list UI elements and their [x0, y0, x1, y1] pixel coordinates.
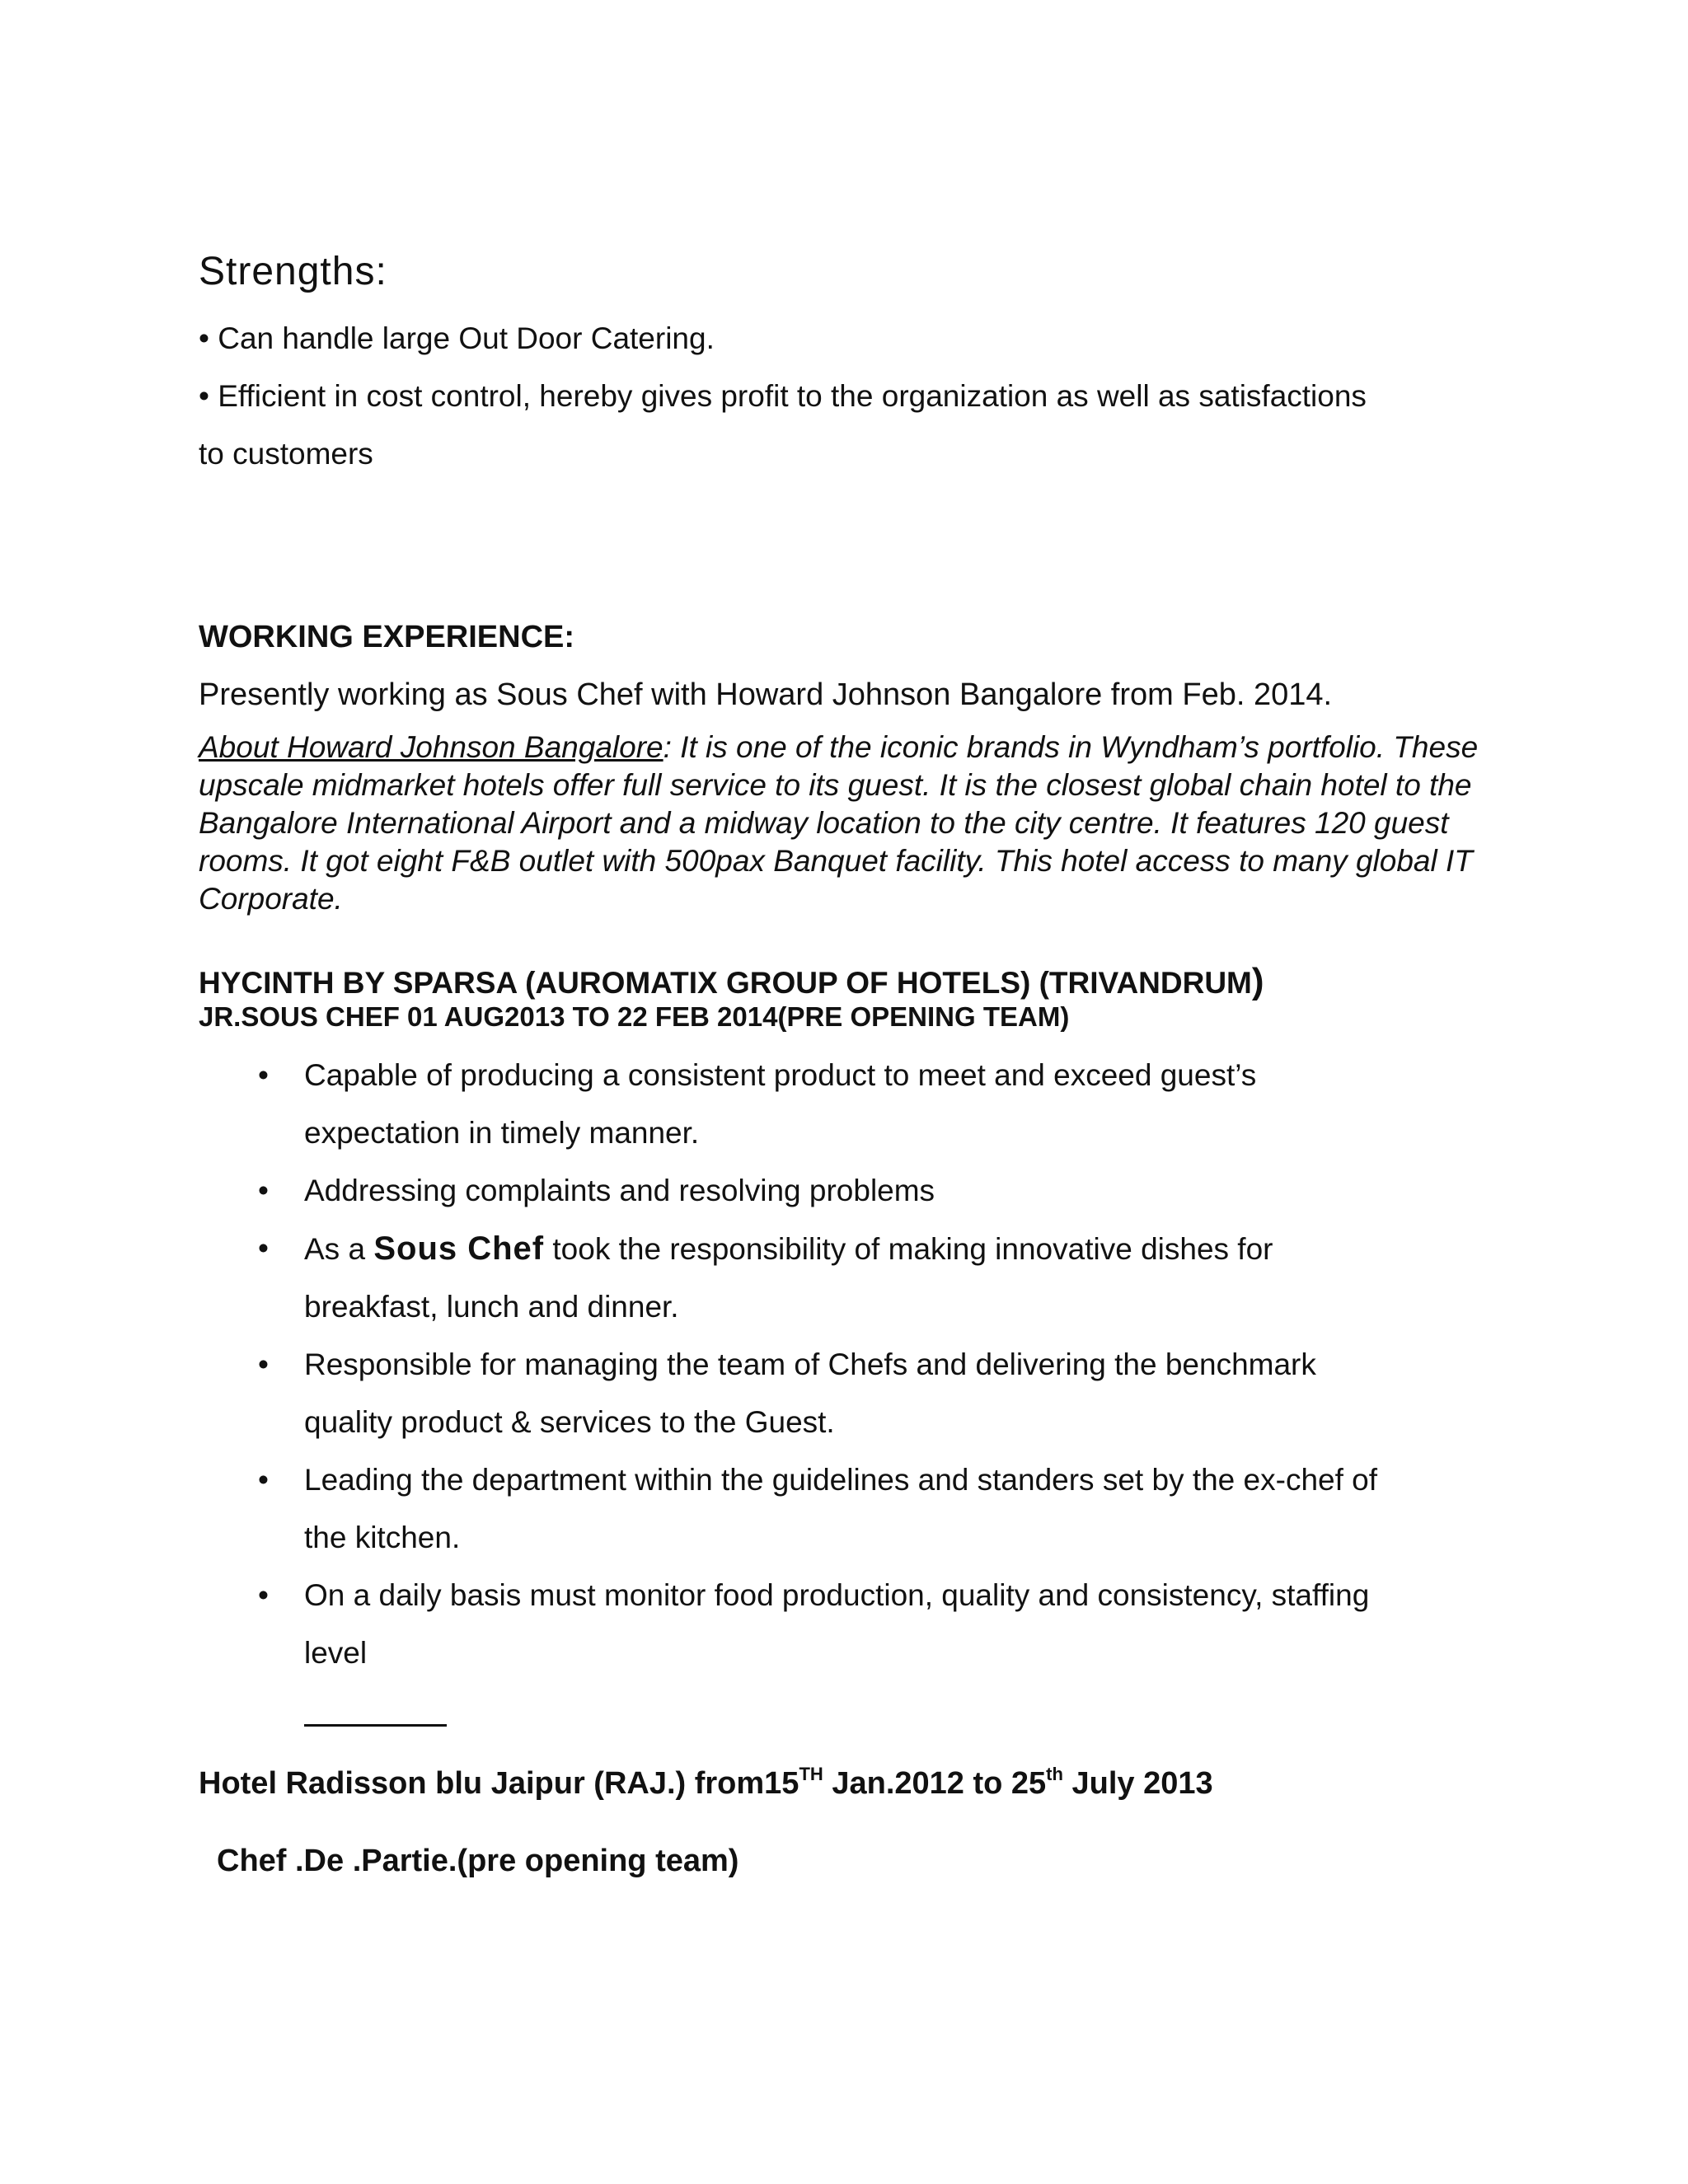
radisson-superscript: TH	[799, 1764, 823, 1784]
radisson-role: Chef .De .Partie.(pre opening team)	[217, 1844, 739, 1878]
duty-text: expectation in timely manner.	[304, 1116, 700, 1150]
bullet-icon: •	[258, 1463, 269, 1497]
about-label: About Howard Johnson Bangalore	[199, 730, 663, 764]
duty-item-continued	[199, 1509, 1484, 1567]
about-text: : It is one of the iconic brands in Wyndham’s portfolio. These upscale midmarket hotels offer full service to its guest. It is the closest global chain hotel to the Bangalore International Airport and a midway location to the city centre. It features 120 guest rooms. It got eight F&B outlet with 500pax Banquet facility. This hotel access to many global IT Corporate.	[199, 730, 1479, 916]
strength-item-continued: to customers	[199, 437, 373, 471]
duty-text: Addressing complaints and resolving problems	[304, 1174, 935, 1207]
duty-item-continued	[199, 1394, 1484, 1451]
radisson-part: July 2013	[1062, 1766, 1213, 1801]
duty-item-continued	[199, 1104, 1484, 1162]
duty-item	[199, 1451, 1484, 1509]
duty-item-continued	[199, 1624, 1484, 1682]
hycinth-employer-heading	[199, 963, 1264, 1002]
duty-text: breakfast, lunch and dinner.	[304, 1290, 679, 1324]
separator-line	[304, 1724, 447, 1727]
radisson-part: Hotel Radisson blu Jaipur (RAJ.) from15	[199, 1766, 799, 1801]
hycinth-role: JR.SOUS CHEF 01 AUG2013 TO 22 FEB 2014(PRE OPENING TEAM)	[199, 1001, 1070, 1032]
duties-list	[199, 1047, 1484, 1682]
duty-text: took the responsibility of making innovative dishes for	[544, 1232, 1273, 1266]
duty-text: quality product & services to the Guest.	[304, 1405, 835, 1439]
duty-text: Leading the department within the guidelines and standers set by the ex-chef of	[304, 1463, 1378, 1497]
about-howard-johnson	[199, 729, 1484, 918]
duty-text: Responsible for managing the team of Chefs and delivering the benchmark	[304, 1347, 1316, 1381]
strength-item: • Efficient in cost control, hereby gives profit to the organization as well as satisfactions	[199, 379, 1367, 413]
duty-text: level	[304, 1636, 368, 1670]
hycinth-title-close: )	[1251, 961, 1264, 1001]
duty-text: As a	[304, 1232, 374, 1266]
duty-item	[199, 1567, 1484, 1624]
duty-text: On a daily basis must monitor food production, quality and consistency, staffing	[304, 1578, 1370, 1612]
bullet-icon: •	[258, 1347, 269, 1381]
bullet-icon: •	[258, 1174, 269, 1207]
radisson-part: Jan.2012 to 25	[823, 1766, 1047, 1801]
bullet-icon: •	[258, 1578, 269, 1612]
radisson-employer-heading	[199, 1760, 1213, 1807]
duty-emphasis: Sous Chef	[373, 1230, 545, 1267]
strengths-heading: Strengths:	[199, 250, 387, 293]
duty-item	[199, 1220, 1484, 1278]
strength-item: • Can handle large Out Door Catering.	[199, 321, 715, 355]
duty-item	[199, 1162, 1484, 1220]
duty-item-continued	[199, 1278, 1484, 1336]
radisson-superscript: th	[1046, 1764, 1063, 1784]
duty-item	[199, 1047, 1484, 1104]
bullet-icon: •	[258, 1231, 269, 1265]
duty-item	[199, 1336, 1484, 1394]
present-position: Presently working as Sous Chef with Howard Johnson Bangalore from Feb. 2014.	[199, 677, 1333, 712]
hycinth-title: HYCINTH BY SPARSA (AUROMATIX GROUP OF HOTELS) (TRIVANDRUM	[199, 966, 1252, 1000]
working-experience-heading: WORKING EXPERIENCE:	[199, 620, 575, 654]
duty-text: Capable of producing a consistent product to meet and exceed guest’s	[304, 1058, 1257, 1092]
bullet-icon: •	[258, 1058, 269, 1092]
duty-text: the kitchen.	[304, 1521, 461, 1554]
